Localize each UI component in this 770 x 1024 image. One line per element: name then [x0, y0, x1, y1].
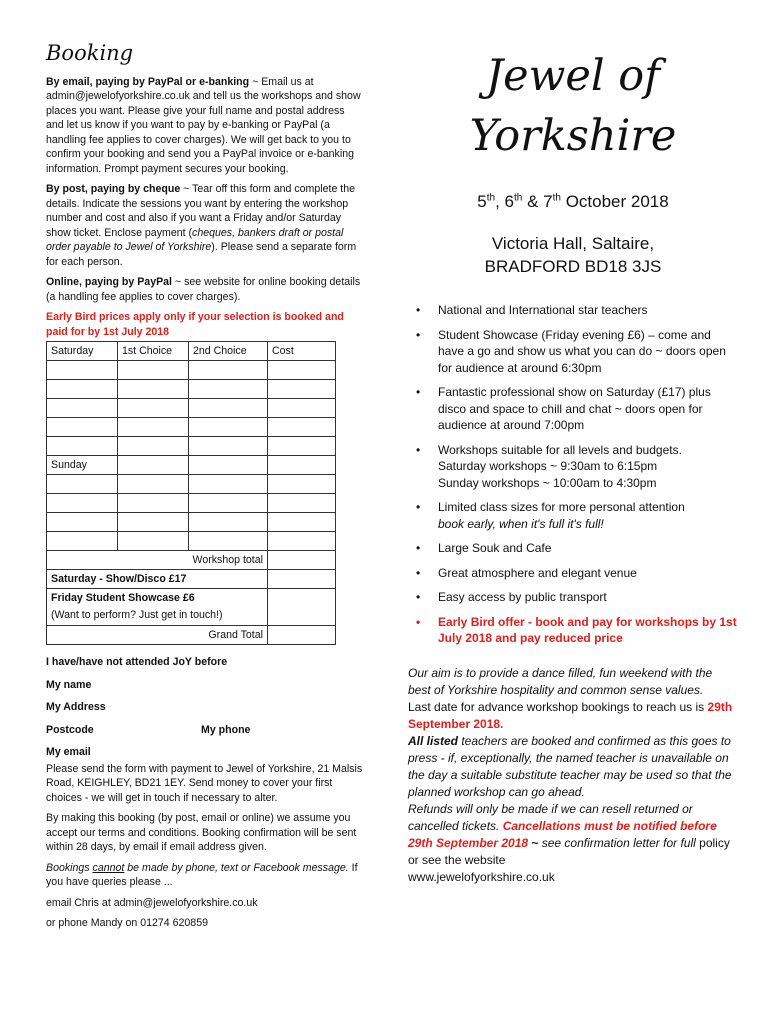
online-text: ~ see website for online booking details (a handling fee applies to cover charges).	[46, 276, 361, 303]
email-paragraph	[46, 75, 364, 177]
venue-line-2: BRADFORD BD18 3JS	[484, 257, 662, 276]
header-first-choice: 1st Choice	[118, 342, 189, 361]
list-item: • Student Showcase (Friday evening £6) – come and have a go and show us what you can do ~ doors open for audience at around 6:30pm	[408, 327, 738, 377]
title-line-2: Yorkshire	[469, 111, 677, 161]
name-field: My name	[46, 678, 92, 691]
list-item: • Workshops suitable for all levels and budgets. Saturday workshops ~ 9:30am to 6:15pm Sunday workshops ~ 10:00am to 4:30pm	[408, 442, 738, 492]
workshop-total-row	[47, 551, 336, 570]
website-link[interactable]: www.jewelofyorkshire.co.uk	[408, 869, 555, 884]
list-item: • Large Souk and Cafe	[408, 540, 738, 557]
show-disco-value[interactable]	[268, 570, 336, 589]
early-bird-note: Early Bird prices apply only if your selection is booked and paid for by 1st July 2018	[46, 311, 344, 338]
post-italic: cheques, bankers draft or postal order payable to Jewel of Yorkshire	[46, 226, 344, 253]
online-paragraph	[46, 275, 364, 304]
aim-1: Our aim is to provide a dance filled, fun weekend with the best of Yorkshire hospitality and common sense values.	[408, 665, 713, 697]
online-lead: Online, paying by PayPal	[46, 276, 172, 288]
table-header-row	[47, 342, 336, 361]
email-field: My email	[46, 746, 91, 758]
sunday-label: Sunday	[47, 456, 118, 475]
bookings-cannot-text	[46, 861, 364, 890]
table-row[interactable]	[47, 513, 336, 532]
student-showcase-cell	[47, 589, 268, 626]
list-item: • Easy access by public transport	[408, 589, 738, 606]
want-perform-note: (Want to perform? Just get in touch!)	[51, 609, 223, 621]
booking-column	[46, 40, 364, 937]
grand-total-label: Grand Total	[47, 626, 268, 645]
postcode-phone-row	[46, 723, 364, 738]
grand-total-value[interactable]	[268, 626, 336, 645]
table-row[interactable]	[47, 532, 336, 551]
list-item: • Limited class sizes for more personal attention book early, when it's full it's full!	[408, 499, 738, 532]
aim-3: All listed teachers are booked and confirmed as this goes to press - if, exceptionally, the named teacher is unavailable on the day a suitable substitute teacher may be used so that the planned workshop can go ahead.	[408, 733, 732, 799]
event-title	[408, 46, 738, 166]
last-date: 29th September 2018.	[408, 699, 733, 731]
student-showcase-row	[47, 589, 336, 626]
limited-italic: book early, when it's full it's full!	[438, 516, 604, 531]
title-line-1: Jewel of	[485, 51, 661, 101]
header-saturday: Saturday	[47, 342, 118, 361]
table-row-sunday	[47, 456, 336, 475]
workshop-total-value[interactable]	[268, 551, 336, 570]
phone-mandy: or phone Mandy on 01274 620859	[46, 917, 208, 929]
aim-text	[408, 665, 738, 886]
email-text: ~ Email us at admin@jewelofyorkshire.co.uk and tell us the workshops and show places you want. Please give your full name and postal address and let us know if you want to pay by e-banking or PayPal (a handling fee applies to cover charges). We will get back to you to confirm your booking and send you a PayPal invoice or e-banking information. Prompt payment secures your booking.	[46, 75, 361, 175]
booking-title: Booking	[46, 41, 134, 65]
header-cost: Cost	[268, 342, 336, 361]
student-showcase-value[interactable]	[268, 589, 336, 626]
table-row[interactable]	[47, 475, 336, 494]
list-item: • Fantastic professional show on Saturday (£17) plus disco and space to chill and chat ~ doors open for audience at around 7:00pm	[408, 384, 738, 434]
email-chris: email Chris at admin@jewelofyorkshire.co.uk	[46, 896, 258, 909]
booking-table	[46, 341, 336, 645]
show-disco-row	[47, 570, 336, 589]
event-venue	[408, 232, 738, 278]
table-row[interactable]	[47, 418, 336, 437]
info-column	[408, 40, 738, 886]
cancellation-notice: Cancellations must be notified before 29th September 2018	[408, 818, 717, 850]
table-row[interactable]	[47, 494, 336, 513]
attended-field: I have/have not attended JoY before	[46, 656, 228, 668]
send-form-text: Please send the form with payment to Jewel of Yorkshire, 21 Malsis Road, KEIGHLEY, BD21 1EY. Send money to cover your first choices - we will get in touch if necessary to alter.	[46, 762, 363, 804]
list-item-early-bird: • Early Bird offer - book and pay for workshops by 1st July 2018 and pay reduced price	[408, 614, 738, 647]
event-dates: 5th, 6th & 7th October 2018	[477, 192, 669, 211]
post-paragraph	[46, 182, 364, 269]
table-row[interactable]	[47, 380, 336, 399]
student-showcase-label: Friday Student Showcase £6	[51, 592, 195, 604]
grand-total-row	[47, 626, 336, 645]
aim-4: Refunds will only be made if we can resell returned or cancelled tickets. Cancellations must be notified before 29th September 2018 ~ see confirmation letter for full policy or see the website	[408, 801, 730, 867]
aim-2: Last date for advance workshop bookings to reach us is 29th September 2018.	[408, 699, 733, 731]
list-item: • Great atmosphere and elegant venue	[408, 565, 738, 582]
bookings-cannot-1: Bookings	[46, 861, 93, 874]
workshop-total-label: Workshop total	[47, 551, 268, 570]
postcode-field: Postcode	[46, 723, 94, 736]
terms-text: By making this booking (by post, email or online) we assume you accept our terms and conditions. Booking confirmation will be sent within 28 days, by email if email address given.	[46, 812, 357, 853]
post-text-2: ). Please send a separate form for each person.	[46, 241, 357, 268]
table-row[interactable]	[47, 437, 336, 456]
list-item: • National and International star teachers	[408, 302, 738, 319]
phone-field: My phone	[201, 723, 251, 736]
show-disco-label: Saturday - Show/Disco £17	[47, 570, 268, 589]
post-text-1: ~ Tear off this form and complete the details. Indicate the sessions you want by entering the workshop number and cost and also if you want a Friday and/or Saturday show ticket. Enclose payment (	[46, 183, 356, 239]
address-field: My Address	[46, 701, 106, 713]
table-row[interactable]	[47, 361, 336, 380]
email-lead: By email, paying by PayPal or e-banking	[46, 75, 250, 88]
table-row[interactable]	[47, 399, 336, 418]
venue-line-1: Victoria Hall, Saltaire,	[491, 234, 655, 253]
queries-text: If you have queries please ...	[46, 861, 358, 888]
bookings-cannot-u: cannot	[92, 861, 125, 874]
header-second-choice: 2nd Choice	[189, 342, 268, 361]
post-lead: By post, paying by cheque	[46, 183, 181, 195]
feature-list	[408, 302, 738, 647]
bookings-cannot-2: be made by phone, text or Facebook message.	[124, 861, 349, 874]
